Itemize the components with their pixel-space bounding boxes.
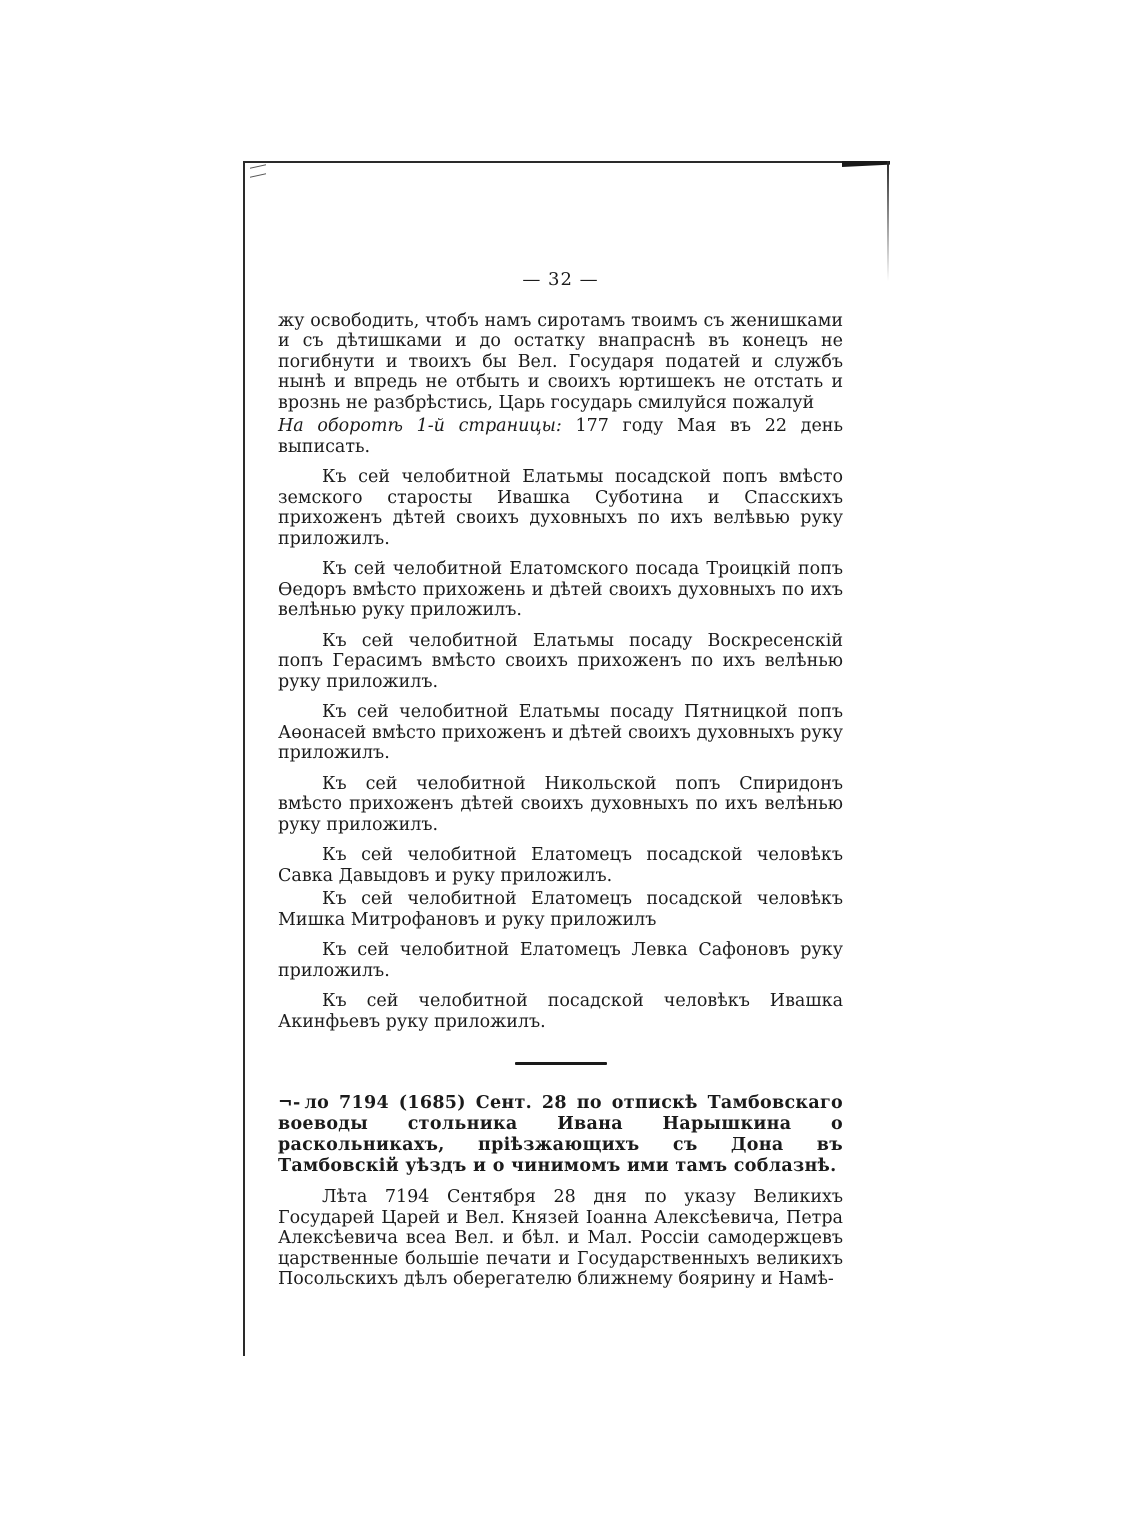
signature-paragraph: Къ сей челобитной Елатомецъ посадской человѣкъ Мишка Митрофановъ и руку приложилъ: [278, 889, 843, 930]
heading-text: ло 7194 (1685) Сент. 28 по отпискѣ Тамбовскаго воеводы стольника Ивана Нарышкина о раскольникахъ, пріѣзжающихъ съ Дона въ Тамбовскій уѣздъ и о чинимомъ ими тамъ соблазнѣ.: [278, 1093, 843, 1176]
signature-paragraph: Къ сей челобитной Елатомского посада Троицкій попъ Өедоръ вмѣсто прихожень и дѣтей своихъ духовныхъ по ихъ велѣнью руку приложилъ.: [278, 559, 843, 620]
section-separator: [515, 1062, 607, 1065]
document-heading: [278, 1093, 843, 1177]
heading-lead-mark: ¬-: [278, 1093, 301, 1113]
signature-paragraph: Къ сей челобитной Никольской попъ Спиридонъ вмѣсто прихоженъ дѣтей своихъ духовныхъ по ихъ велѣнью руку приложилъ.: [278, 773, 843, 835]
page-number: — 32 —: [522, 269, 599, 290]
signature-paragraph: Къ сей челобитной посадской человѣкъ Ивашка Акинфьевъ руку приложилъ.: [278, 991, 843, 1032]
page-frame-top-edge: [842, 161, 890, 167]
page-frame-top: [243, 161, 888, 163]
reverse-side-note-text: 177 году Мая въ 22 день выписать.: [278, 416, 843, 457]
corner-mark: [250, 164, 266, 177]
page-frame-left: [243, 161, 245, 1356]
petition-ending-paragraph: жу освободить, чтобъ намъ сиротамъ твоимъ съ женишками и съ дѣтишками и до остатку внапраснѣ въ конецъ не погибнути и твоихъ бы Вел. Государя податей и службъ нынѣ и впредь не отбыть и своихъ юртишекъ не отстать и врознь не разбрѣстись, Царь государь смилуйся пожалуй: [278, 310, 843, 413]
page-text-block: [278, 270, 843, 1300]
page-frame-right: [887, 161, 889, 281]
signature-paragraph: Къ сей челобитной Елатьмы посаду Воскресенскій попъ Герасимъ вмѣсто своихъ прихоженъ по ихъ велѣнью руку приложилъ.: [278, 630, 843, 692]
signature-paragraph: Къ сей челобитной Елатомецъ посадской человѣкъ Савка Давыдовъ и руку приложилъ.: [278, 845, 843, 886]
reverse-side-note-label: На оборотѣ 1-й страницы:: [278, 416, 562, 436]
signature-paragraph: Къ сей челобитной Елатомецъ Левка Сафоновъ руку приложилъ.: [278, 940, 843, 981]
signature-paragraph: Къ сей челобитной Елатьмы посаду Пятницкой попъ Аөонасей вмѣсто прихоженъ и дѣтей своихъ духовныхъ руку приложилъ.: [278, 702, 843, 763]
reverse-side-note: [278, 416, 843, 457]
decree-paragraph: Лѣта 7194 Сентября 28 дня по указу Великихъ Государей Царей и Вел. Князей Іоанна Алексѣевича, Петра Алексѣевича всеа Вел. и бѣл. и Мал. Россіи самодержцевъ царственные большіе печати и Государственныхъ великихъ Посольскихъ дѣлъ оберегателю ближнему боярину и Намѣ-: [278, 1187, 843, 1289]
signature-paragraph: Къ сей челобитной Елатьмы посадской попъ вмѣсто земского старосты Ивашка Суботина и Спасскихъ прихоженъ дѣтей своихъ духовныхъ по ихъ велѣвью руку приложилъ.: [278, 467, 843, 549]
